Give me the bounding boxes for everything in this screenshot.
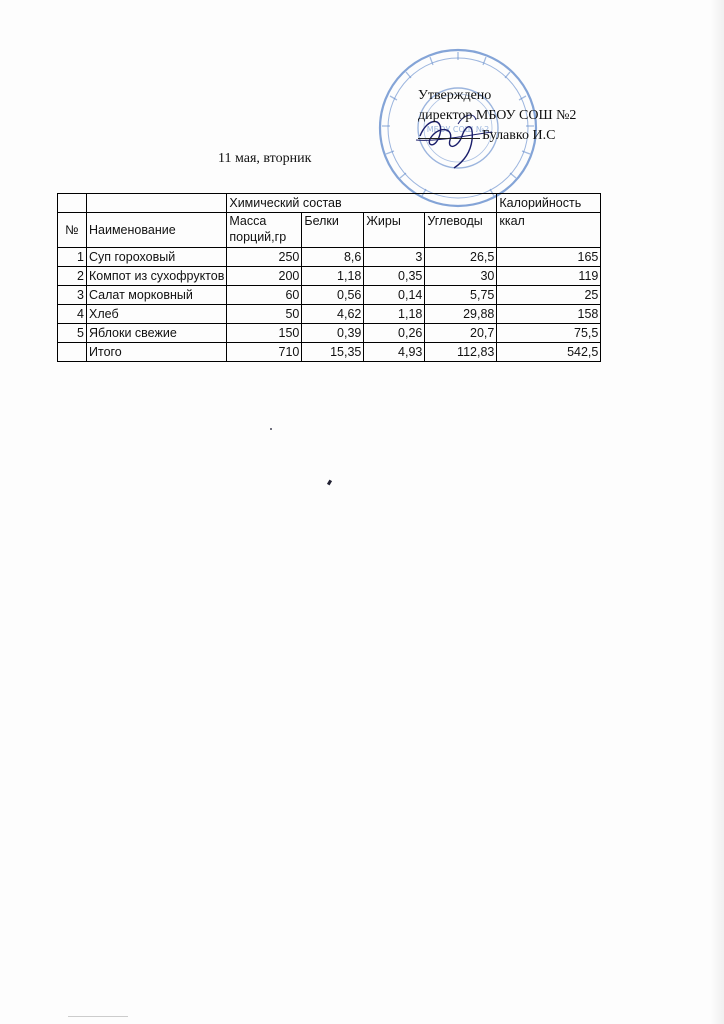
total-kcal: 542,5 — [497, 343, 601, 362]
scan-artifact — [68, 1016, 128, 1017]
total-carbs: 112,83 — [425, 343, 497, 362]
row-protein: 4,62 — [302, 305, 364, 324]
ink-speck — [327, 480, 332, 486]
row-fat: 0,14 — [364, 286, 425, 305]
row-mass: 250 — [227, 248, 302, 267]
row-fat: 0,26 — [364, 324, 425, 343]
row-mass: 50 — [227, 305, 302, 324]
row-kcal: 158 — [497, 305, 601, 324]
row-kcal: 75,5 — [497, 324, 601, 343]
row-mass: 150 — [227, 324, 302, 343]
table-header-row-1 — [58, 194, 601, 213]
row-carbs: 29,88 — [425, 305, 497, 324]
table-row — [58, 286, 601, 305]
table-row — [58, 248, 601, 267]
row-name: Суп гороховый — [87, 248, 227, 267]
approval-position: директор МБОУ СОШ №2 — [418, 108, 577, 123]
row-name: Яблоки свежие — [87, 324, 227, 343]
header-num: № — [58, 213, 87, 248]
row-name: Хлеб — [87, 305, 227, 324]
table-row — [58, 267, 601, 286]
row-protein: 8,6 — [302, 248, 364, 267]
row-kcal: 25 — [497, 286, 601, 305]
approval-block — [418, 86, 576, 146]
row-protein: 0,56 — [302, 286, 364, 305]
row-mass: 60 — [227, 286, 302, 305]
header-empty-1 — [58, 194, 87, 213]
row-fat: 3 — [364, 248, 425, 267]
header-empty-2 — [87, 194, 227, 213]
header-cal-group: Калорийность — [497, 194, 601, 213]
row-num: 3 — [58, 286, 87, 305]
approval-signer-line — [418, 126, 576, 146]
header-fat: Жиры — [364, 213, 425, 248]
table-row — [58, 305, 601, 324]
row-num: 1 — [58, 248, 87, 267]
header-kcal: ккал — [497, 213, 601, 248]
menu-table — [57, 193, 601, 362]
ink-speck — [270, 428, 272, 430]
stamp-text: МБОУ СОШ №2 — [426, 125, 490, 134]
row-num: 2 — [58, 267, 87, 286]
total-label: Итого — [87, 343, 227, 362]
table-total-row — [58, 343, 601, 362]
row-carbs: 5,75 — [425, 286, 497, 305]
header-protein: Белки — [302, 213, 364, 248]
row-carbs: 20,7 — [425, 324, 497, 343]
row-kcal: 119 — [497, 267, 601, 286]
row-name: Салат морковный — [87, 286, 227, 305]
row-name: Компот из сухофруктов — [87, 267, 227, 286]
menu-date: 11 мая, вторник — [218, 151, 312, 166]
row-kcal: 165 — [497, 248, 601, 267]
scan-edge-shadow — [710, 0, 724, 1024]
total-mass: 710 — [227, 343, 302, 362]
header-chem-group: Химический состав — [227, 194, 497, 213]
row-num: 4 — [58, 305, 87, 324]
header-mass: Масса порций,гр — [227, 213, 302, 248]
row-mass: 200 — [227, 267, 302, 286]
row-fat: 1,18 — [364, 305, 425, 324]
total-protein: 15,35 — [302, 343, 364, 362]
signature-line — [418, 138, 480, 139]
header-name: Наименование — [87, 213, 227, 248]
total-fat: 4,93 — [364, 343, 425, 362]
row-carbs: 26,5 — [425, 248, 497, 267]
row-protein: 1,18 — [302, 267, 364, 286]
table-header-row-2 — [58, 213, 601, 248]
row-num: 5 — [58, 324, 87, 343]
row-protein: 0,39 — [302, 324, 364, 343]
row-carbs: 30 — [425, 267, 497, 286]
approval-signer-name: Булавко И.С — [482, 128, 556, 143]
header-carbs: Углеводы — [425, 213, 497, 248]
row-fat: 0,35 — [364, 267, 425, 286]
total-num-empty — [58, 343, 87, 362]
table-row — [58, 324, 601, 343]
approval-title: Утверждено — [418, 88, 492, 103]
